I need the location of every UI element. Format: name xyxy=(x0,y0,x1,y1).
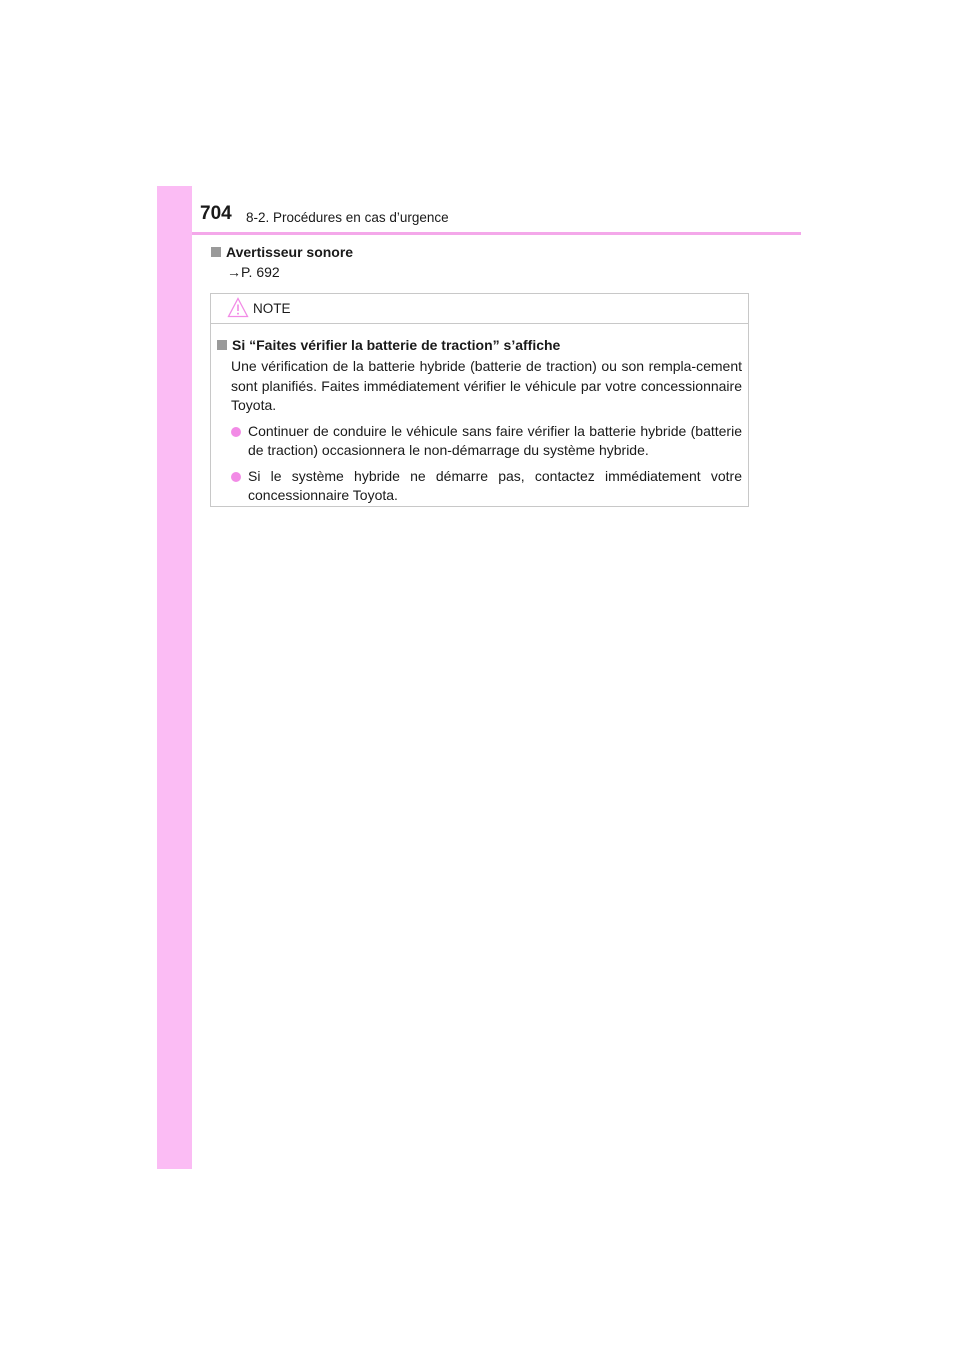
note-box xyxy=(210,293,749,507)
topic-heading xyxy=(211,244,353,260)
circle-bullet-icon xyxy=(231,472,241,482)
list-item-text: Si le système hybride ne démarre pas, contactez immédiatement votre concessionnaire Toyota. xyxy=(248,467,742,503)
page-number: 704 xyxy=(200,203,232,224)
list-item xyxy=(231,467,742,506)
note-heading xyxy=(217,337,742,353)
note-paragraph: Une vérification de la batterie hybride (batterie de traction) ou son rempla-cement sont planifiés. Faites immédiatement vérifier le véhicule par votre concessionnaire Toyota. xyxy=(231,358,742,413)
square-bullet-icon xyxy=(217,340,227,350)
list-item-text: Continuer de conduire le véhicule sans faire vérifier la batterie hybride (batterie de traction) occasionnera le non-démarrage du système hybride. xyxy=(248,422,742,458)
list-item xyxy=(231,422,742,461)
note-header xyxy=(211,294,748,324)
topic-heading-text: Avertisseur sonore xyxy=(226,244,354,260)
note-body xyxy=(211,324,748,506)
section-title: 8-2. Procédures en cas d’urgence xyxy=(246,210,449,225)
chapter-side-band xyxy=(157,186,192,1169)
warning-triangle-icon xyxy=(227,297,249,323)
note-label: NOTE xyxy=(253,301,291,316)
header-divider xyxy=(192,232,801,235)
circle-bullet-icon xyxy=(231,427,241,437)
note-heading-text: Si “Faites vérifier la batterie de traction” s’affiche xyxy=(232,337,561,353)
page-reference-link[interactable]: →P. 692 xyxy=(227,264,280,280)
square-bullet-icon xyxy=(211,247,221,257)
